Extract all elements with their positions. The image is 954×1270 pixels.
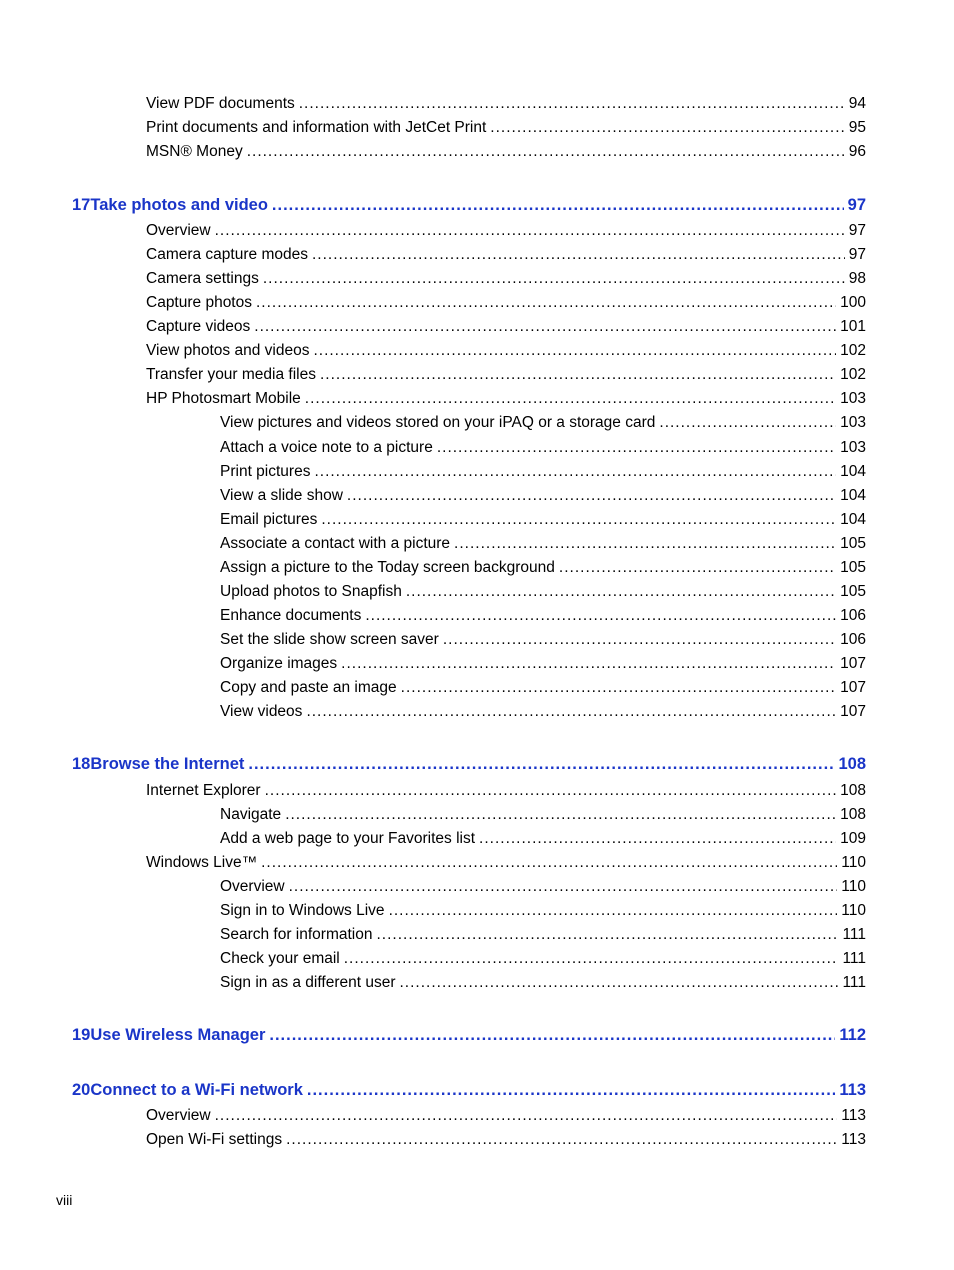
- chapter-number: 20: [72, 1081, 91, 1099]
- toc-entry-page: 111: [842, 950, 866, 967]
- toc-entry-title: Attach a voice note to a picture: [220, 439, 433, 456]
- toc-entry-page: 110: [841, 854, 866, 871]
- leader-dots: [377, 926, 839, 944]
- leader-dots: [400, 974, 839, 992]
- toc-entry[interactable]: [146, 366, 866, 384]
- toc-entry-title: Set the slide show screen saver: [220, 631, 439, 648]
- toc-entry[interactable]: [146, 246, 866, 264]
- leader-dots: [314, 463, 836, 481]
- toc-subentry[interactable]: [220, 607, 866, 625]
- toc-entry-page: 111: [842, 974, 866, 991]
- toc-entry[interactable]: [146, 854, 866, 872]
- leader-dots: [365, 607, 836, 625]
- toc-entry-title: Internet Explorer: [146, 782, 261, 799]
- toc-entry-title: Assign a picture to the Today screen background: [220, 559, 555, 576]
- page-number: viii: [56, 1192, 73, 1208]
- toc-chapter-18[interactable]: [72, 755, 866, 774]
- toc-chapter-17[interactable]: [72, 196, 866, 215]
- toc-entry-title: View videos: [220, 703, 303, 720]
- toc-entry[interactable]: [146, 143, 866, 161]
- leader-dots: [443, 631, 836, 649]
- leader-dots: [320, 366, 836, 384]
- leader-dots: [344, 950, 839, 968]
- leader-dots: [659, 414, 836, 432]
- toc-entry[interactable]: [146, 1131, 866, 1149]
- toc-entry-title: Print pictures: [220, 463, 311, 480]
- leader-dots: [454, 535, 836, 553]
- leader-dots: [272, 196, 844, 215]
- toc-subentry[interactable]: [220, 679, 866, 697]
- leader-dots: [285, 806, 836, 824]
- leader-dots: [247, 143, 845, 161]
- toc-entry-title: HP Photosmart Mobile: [146, 390, 301, 407]
- toc-entry-page: 107: [840, 655, 866, 672]
- toc-entry-title: Add a web page to your Favorites list: [220, 830, 476, 847]
- toc-entry-page: 97: [848, 222, 866, 239]
- toc-entry-title: View photos and videos: [146, 342, 310, 359]
- toc-entry[interactable]: [146, 95, 866, 113]
- chapter-number: 17: [72, 196, 91, 214]
- chapter-page: 108: [838, 755, 866, 773]
- toc-subentry[interactable]: [220, 583, 866, 601]
- toc-entry-title: MSN® Money: [146, 143, 243, 160]
- leader-dots: [401, 679, 836, 697]
- toc-entry-page: 100: [840, 294, 866, 311]
- toc-entry-title: Search for information: [220, 926, 373, 943]
- toc-entry-title: Overview: [220, 878, 285, 895]
- leader-dots: [389, 902, 838, 920]
- toc-entry-title: Camera settings: [146, 270, 259, 287]
- leader-dots: [254, 318, 836, 336]
- leader-dots: [437, 439, 836, 457]
- toc-entry[interactable]: [146, 318, 866, 336]
- toc-entry[interactable]: [146, 294, 866, 312]
- leader-dots: [313, 342, 836, 360]
- toc-entry-page: 101: [840, 318, 866, 335]
- toc-entry-page: 94: [848, 95, 866, 112]
- toc-entry-page: 105: [840, 535, 866, 552]
- toc-entry-page: 103: [840, 390, 866, 407]
- toc-entry-title: Associate a contact with a picture: [220, 535, 451, 552]
- chapter-number: 19: [72, 1026, 91, 1044]
- toc-entry-page: 108: [840, 782, 866, 799]
- toc-entry-title: Print documents and information with JetCet Print: [146, 119, 487, 136]
- toc-entry-page: 104: [840, 487, 866, 504]
- toc-entry-page: 107: [840, 703, 866, 720]
- toc-subentry[interactable]: [220, 414, 866, 432]
- chapter-title: Take photos and video: [90, 196, 268, 214]
- leader-dots: [263, 270, 845, 288]
- leader-dots: [490, 119, 844, 137]
- chapter-title: Use Wireless Manager: [90, 1026, 266, 1044]
- toc-entry-page: 105: [840, 583, 866, 600]
- toc-entry-page: 96: [848, 143, 866, 160]
- leader-dots: [261, 854, 837, 872]
- toc-entry-title: Check your email: [220, 950, 340, 967]
- toc-entry-title: View a slide show: [220, 487, 343, 504]
- toc-entry-page: 104: [840, 463, 866, 480]
- toc-entry-title: Enhance documents: [220, 607, 362, 624]
- toc-entry-title: Camera capture modes: [146, 246, 308, 263]
- toc-entry-page: 104: [840, 511, 866, 528]
- toc-subentry[interactable]: [220, 535, 866, 553]
- chapter-page: 97: [847, 196, 866, 214]
- toc-entry-page: 109: [840, 830, 866, 847]
- toc-entry-page: 106: [840, 607, 866, 624]
- toc-subentry[interactable]: [220, 703, 866, 721]
- toc-chapter-20[interactable]: [72, 1081, 866, 1100]
- toc-entry-title: Capture videos: [146, 318, 251, 335]
- leader-dots: [479, 830, 836, 848]
- toc-entry-page: 102: [840, 342, 866, 359]
- leader-dots: [299, 95, 845, 113]
- leader-dots: [265, 782, 837, 800]
- leader-dots: [341, 655, 836, 673]
- leader-dots: [312, 246, 845, 264]
- toc-entry-page: 105: [840, 559, 866, 576]
- toc-subentry[interactable]: [220, 902, 866, 920]
- chapter-page: 113: [839, 1081, 866, 1099]
- toc-entry[interactable]: [146, 342, 866, 360]
- toc-entry-title: Capture photos: [146, 294, 252, 311]
- toc-entry[interactable]: [146, 390, 866, 408]
- leader-dots: [269, 1026, 835, 1045]
- leader-dots: [559, 559, 836, 577]
- toc-entry-title: View pictures and videos stored on your iPAQ or a storage card: [220, 414, 656, 431]
- toc-entry-title: Email pictures: [220, 511, 318, 528]
- toc-subentry[interactable]: [220, 806, 866, 824]
- toc-entry-title: Organize images: [220, 655, 338, 672]
- toc-entry-title: Upload photos to Snapfish: [220, 583, 402, 600]
- leader-dots: [215, 222, 845, 240]
- chapter-title: Browse the Internet: [90, 755, 245, 773]
- toc-entry-title: Open Wi-Fi settings: [146, 1131, 283, 1148]
- leader-dots: [248, 755, 834, 774]
- toc-subentry[interactable]: [220, 631, 866, 649]
- toc-entry-page: 102: [840, 366, 866, 383]
- leader-dots: [306, 703, 836, 721]
- toc-entry-page: 103: [840, 414, 866, 431]
- leader-dots: [215, 1107, 838, 1125]
- toc-entry[interactable]: [146, 222, 866, 240]
- toc-entry-title: Sign in to Windows Live: [220, 902, 385, 919]
- toc-subentry[interactable]: [220, 487, 866, 505]
- toc-subentry[interactable]: [220, 974, 866, 992]
- toc-entry-page: 106: [840, 631, 866, 648]
- toc-entry-page: 103: [840, 439, 866, 456]
- leader-dots: [305, 390, 836, 408]
- toc-chapter-19[interactable]: [72, 1026, 866, 1045]
- chapter-title: Connect to a Wi-Fi network: [90, 1081, 303, 1099]
- chapter-number: 18: [72, 755, 91, 773]
- toc-subentry[interactable]: [220, 439, 866, 457]
- toc-entry-title: Windows Live™: [146, 854, 258, 871]
- toc-entry-page: 107: [840, 679, 866, 696]
- toc-subentry[interactable]: [220, 926, 866, 944]
- toc-entry-page: 111: [842, 926, 866, 943]
- leader-dots: [286, 1131, 837, 1149]
- toc-entry-page: 98: [848, 270, 866, 287]
- toc-subentry[interactable]: [220, 830, 866, 848]
- toc-entry-title: Overview: [146, 1107, 211, 1124]
- leader-dots: [406, 583, 836, 601]
- toc-subentry[interactable]: [220, 511, 866, 529]
- leader-dots: [321, 511, 836, 529]
- toc-entry-page: 113: [841, 1107, 866, 1124]
- toc-entry-title: View PDF documents: [146, 95, 295, 112]
- toc-entry-page: 113: [841, 1131, 866, 1148]
- toc-entry-page: 110: [841, 878, 866, 895]
- toc-entry[interactable]: [146, 1107, 866, 1125]
- leader-dots: [289, 878, 838, 896]
- toc-subentry[interactable]: [220, 950, 866, 968]
- leader-dots: [307, 1081, 835, 1100]
- leader-dots: [347, 487, 836, 505]
- chapter-page: 112: [839, 1026, 866, 1044]
- leader-dots: [256, 294, 836, 312]
- toc-entry-title: Sign in as a different user: [220, 974, 396, 991]
- toc-entry[interactable]: [146, 270, 866, 288]
- toc-entry-page: 97: [848, 246, 866, 263]
- toc-entry-title: Navigate: [220, 806, 282, 823]
- toc-entry-page: 110: [841, 902, 866, 919]
- toc-entry-title: Copy and paste an image: [220, 679, 397, 696]
- toc-subentry[interactable]: [220, 655, 866, 673]
- toc-entry[interactable]: [146, 119, 866, 137]
- toc-entry[interactable]: [146, 782, 866, 800]
- toc-subentry[interactable]: [220, 559, 866, 577]
- toc-entry-title: Transfer your media files: [146, 366, 316, 383]
- toc-entry-title: Overview: [146, 222, 211, 239]
- toc-entry-page: 95: [848, 119, 866, 136]
- toc-subentry[interactable]: [220, 463, 866, 481]
- toc-entry-page: 108: [840, 806, 866, 823]
- toc-subentry[interactable]: [220, 878, 866, 896]
